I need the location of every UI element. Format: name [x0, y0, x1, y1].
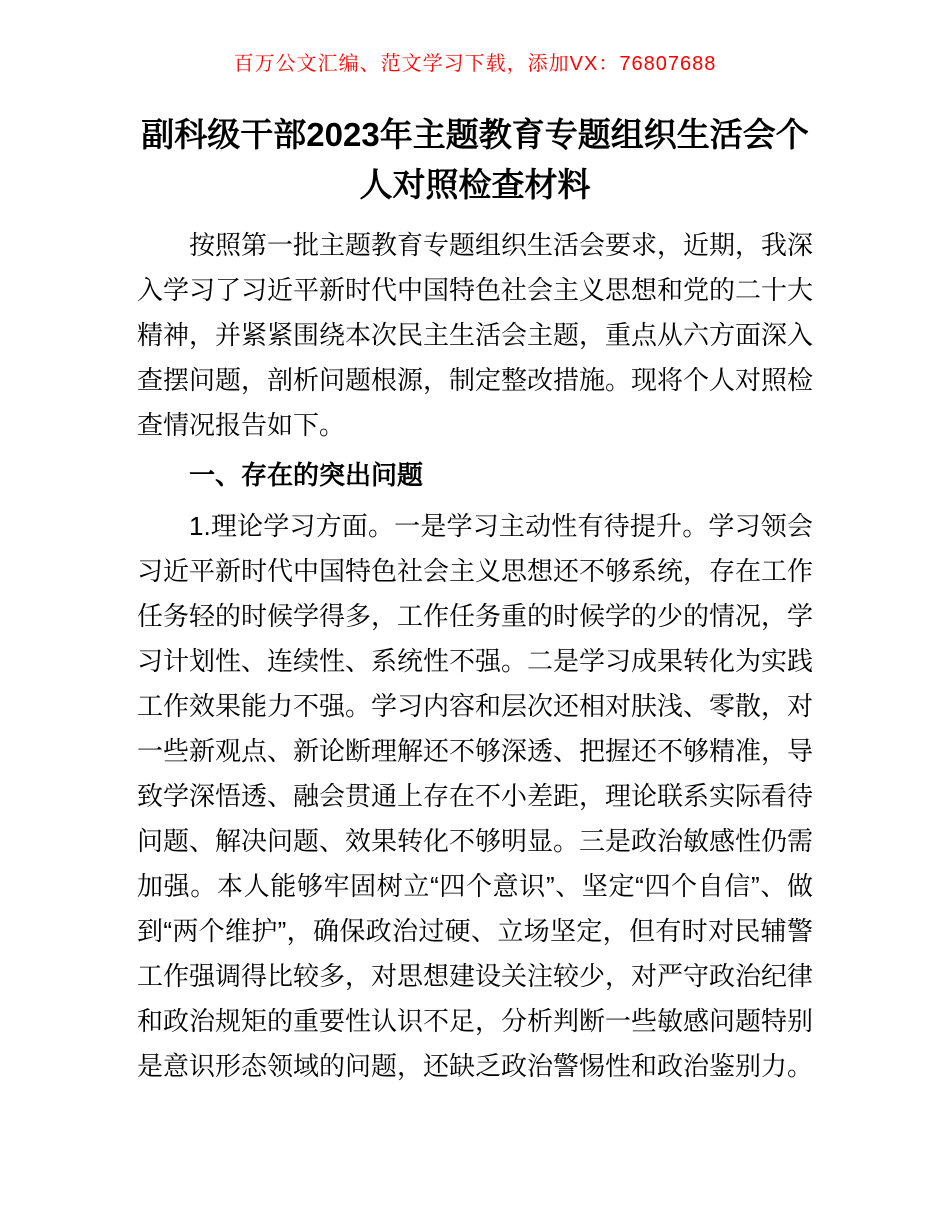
paragraph-intro: 按照第一批主题教育专题组织生活会要求，近期，我深入学习了习近平新时代中国特色社会主义思想和党的二十大精神，并紧紧围绕本次民主生活会主题，重点从六方面深入查摆问题，剖析问题根源，制定整改措施。现将个人对照检查情况报告如下。 [137, 230, 814, 440]
paragraph-section1-item1: 1.理论学习方面。一是学习主动性有待提升。学习领会习近平新时代中国特色社会主义思想还不够系统，存在工作任务轻的时候学得多，工作任务重的时候学的少的情况，学习计划性、连续性、系统性不强。二是学习成果转化为实践工作效果能力不强。学习内容和层次还相对肤浅、零散，对一些新观点、新论断理解还不够深透、把握还不够精准，导致学深悟透、融会贯通上存在不小差距，理论联系实际看待问题、解决问题、效果转化不够明显。三是政治敏感性仍需加强。本人能够牢固树立“四个意识”、坚定“四个自信”、做到“两个维护”，确保政治过硬、立场坚定，但有时对民辅警工作强调得比较多，对思想建设关注较少，对严守政治纪律和政治规矩的重要性认识不足，分析判断一些敏感问题特别是意识形态领域的问题，还缺乏政治警惕性和政治鉴别力。 [137, 511, 814, 1081]
document-body [137, 223, 813, 1089]
watermark-header: 百万公文汇编、范文学习下载，添加VX：76807688 [233, 53, 717, 75]
section-heading-1: 一、存在的突出问题 [189, 460, 424, 490]
document-title: 副科级干部2023年主题教育专题组织生活会个人对照检查材料 [141, 116, 809, 203]
